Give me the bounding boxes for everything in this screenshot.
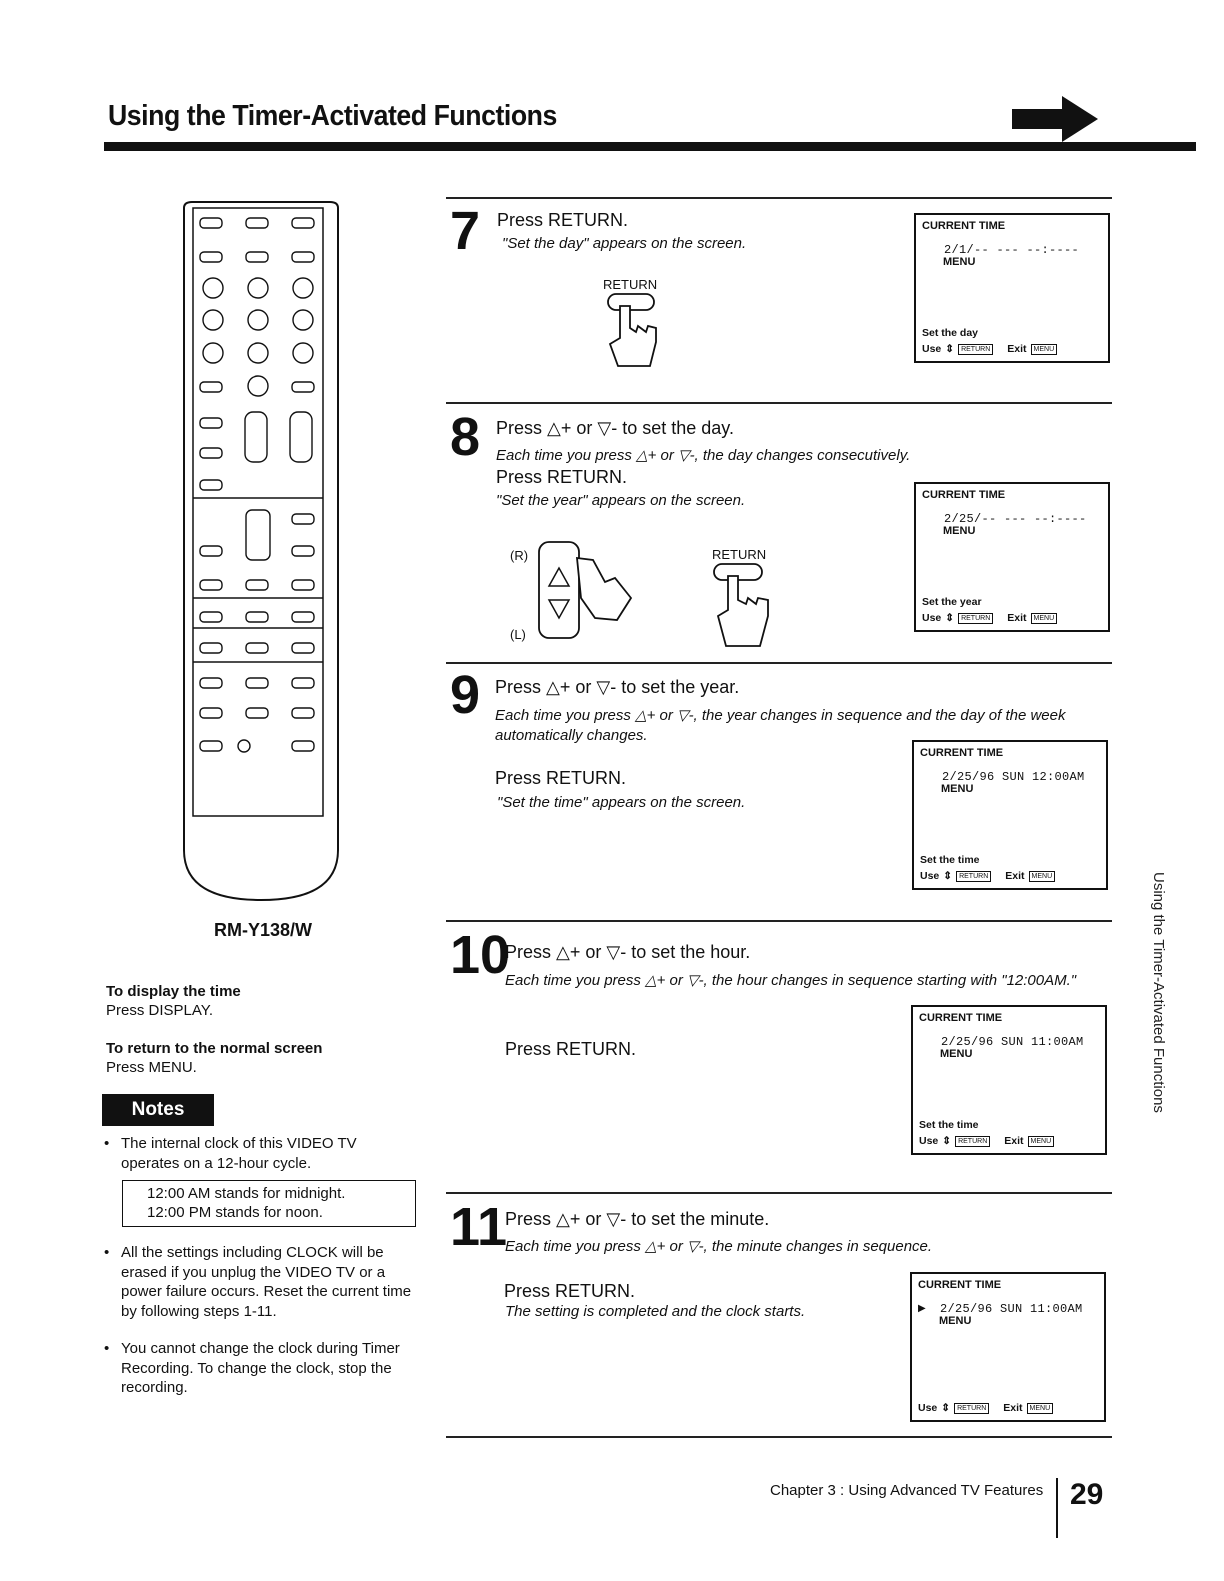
step-instruction: Press △+ or ▽- to set the year. [495,677,740,697]
screen-use-row: Use ⇕ RETURN Exit MENU [919,1135,1054,1147]
step-instruction: Press RETURN. [505,1039,637,1059]
note-item: • The internal clock of this VIDEO TV operates on a 12-hour cycle. [104,1134,416,1173]
screen-value: 2/25/96 SUN 11:00AM [941,1035,1084,1049]
note-item: • You cannot change the clock during Timer Recording. To change the clock, stop the recording. [104,1339,416,1398]
step-note: Each time you press △+ or ▽-, the year changes in sequence and the day of the week automatically changes. [495,707,1066,744]
step-instruction: Press △+ or ▽- to set the day. [496,418,734,438]
button-label: RETURN [712,547,767,562]
screen-hint: Set the year [922,596,982,608]
screen-menu: MENU [943,525,976,537]
step-instruction: Press RETURN. [497,210,629,230]
screen-use-row: Use ⇕ RETURN Exit MENU [920,870,1055,882]
label-l: (L) [510,627,526,642]
screen-menu: MENU [943,256,976,268]
screen-header: CURRENT TIME [918,1279,1002,1291]
tv-screen [912,740,1108,890]
footer-divider [1056,1478,1058,1538]
remote-control-illustration [180,200,342,915]
screen-use-row: Use ⇕ RETURN Exit MENU [922,612,1057,624]
screen-header: CURRENT TIME [922,489,1006,501]
box-line: 12:00 AM stands for midnight. [147,1185,346,1202]
step-note: "Set the year" appears on the screen. [496,492,746,509]
step-note: Each time you press △+ or ▽-, the hour changes in sequence starting with "12:00AM." [505,972,1077,989]
screen-hint: Set the day [922,327,979,339]
label-r: (R) [510,548,529,563]
screen-header: CURRENT TIME [922,220,1006,232]
step-note: "Set the time" appears on the screen. [497,794,746,811]
screen-hint: Set the time [919,1119,979,1131]
page-title: Using the Timer-Activated Functions [108,100,557,132]
midnight-noon-box [122,1180,416,1227]
step-note: Each time you press △+ or ▽-, the day changes consecutively. [496,447,911,464]
step-divider [446,402,1112,404]
step-divider [446,1436,1112,1438]
tv-screen [914,213,1110,363]
screen-value: 2/25/-- --- --:---- [944,512,1087,526]
updown-icon: ⇕ [945,612,955,624]
updown-icon: ⇕ [943,870,953,882]
return-text: Press MENU. [106,1059,197,1076]
step-divider [446,920,1112,922]
step-note: The setting is completed and the clock starts. [505,1303,806,1320]
step-instruction: Press RETURN. [504,1281,636,1301]
next-arrow-icon [1012,96,1098,142]
screen-value: 2/1/-- --- --:---- [944,243,1080,257]
step-instruction: Press RETURN. [496,467,628,487]
updown-icon: ⇕ [945,343,955,355]
volume-rocker-hand-icon [535,538,635,643]
screen-value: 2/25/96 SUN 11:00AM [940,1302,1083,1316]
screen-value: 2/25/96 SUN 12:00AM [942,770,1085,784]
display-heading: To display the time [106,983,241,1000]
step-divider [446,662,1112,664]
step-note: Each time you press △+ or ▽-, the minute changes in sequence. [505,1238,933,1255]
notes-badge: Notes [102,1094,214,1126]
step-number: 8 [450,407,481,467]
step-number: 9 [450,665,481,725]
remote-model: RM-Y138/W [214,920,313,940]
screen-use-row: Use ⇕ RETURN Exit MENU [922,343,1057,355]
screen-menu: MENU [939,1315,972,1327]
screen-hint: Set the time [920,854,980,866]
title-rule [104,142,1196,151]
hand-press-icon [600,292,670,372]
return-heading: To return to the normal screen [106,1040,323,1057]
tv-screen [910,1272,1106,1422]
pointer-icon: ▶ [918,1303,926,1314]
box-line: 12:00 PM stands for noon. [147,1204,323,1221]
hand-press-icon [710,562,780,652]
screen-use-row: Use ⇕ RETURN Exit MENU [918,1402,1053,1414]
screen-menu: MENU [941,783,974,795]
chapter-footer: Chapter 3 : Using Advanced TV Features [770,1482,1044,1499]
screen-header: CURRENT TIME [919,1012,1003,1024]
step-number: 7 [450,201,481,261]
tv-screen [911,1005,1107,1155]
display-text: Press DISPLAY. [106,1002,213,1019]
page-number: 29 [1070,1478,1104,1511]
screen-menu: MENU [940,1048,973,1060]
tv-screen [914,482,1110,632]
side-tab: Using the Timer-Activated Functions [1150,872,1167,1113]
step-number: 11 [450,1197,508,1257]
step-note: "Set the day" appears on the screen. [502,235,747,252]
screen-header: CURRENT TIME [920,747,1004,759]
step-instruction: Press △+ or ▽- to set the minute. [505,1209,770,1229]
note-item: • All the settings including CLOCK will be erased if you unplug the VIDEO TV or a power failure occurs. Reset the current time by following steps 1-11. [104,1243,416,1321]
step-instruction: Press △+ or ▽- to set the hour. [505,942,751,962]
step-divider [446,197,1112,199]
button-label: RETURN [603,277,658,292]
updown-icon: ⇕ [942,1135,952,1147]
step-number: 10 [450,925,511,985]
updown-icon: ⇕ [941,1402,951,1414]
step-instruction: Press RETURN. [495,768,627,788]
step-divider [446,1192,1112,1194]
